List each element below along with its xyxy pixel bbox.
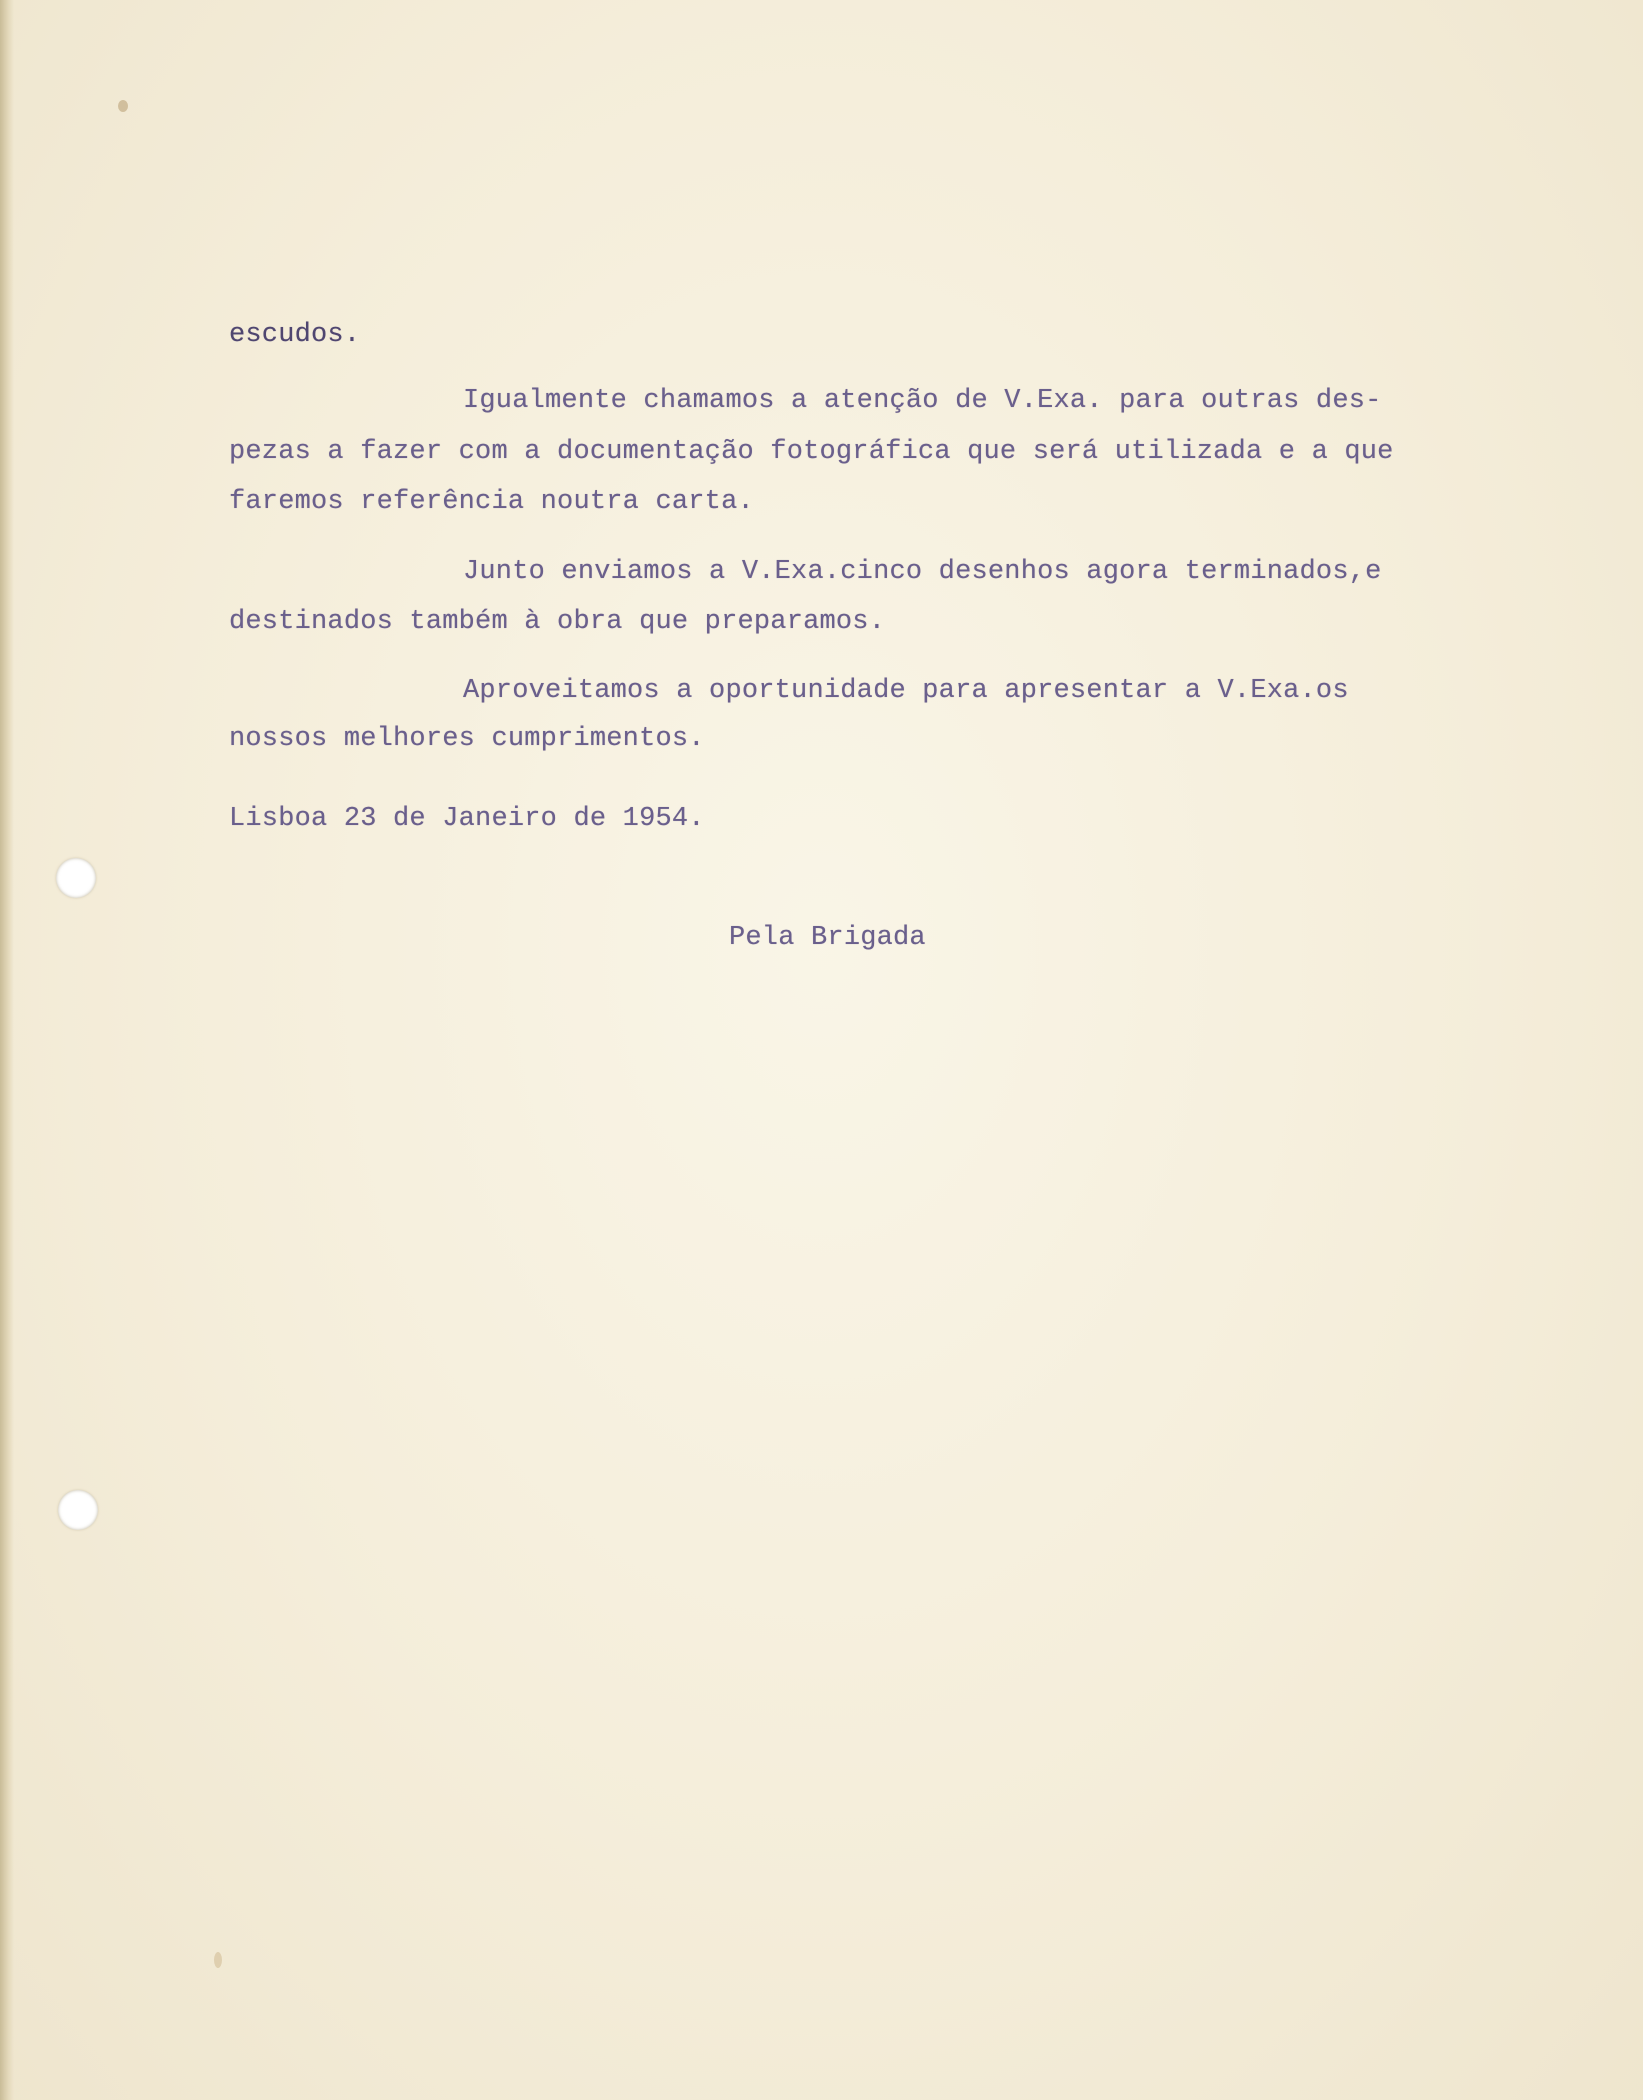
punch-hole-top [56,858,96,898]
opening-fragment: escudos. [229,320,361,350]
punch-hole-bottom [58,1490,98,1530]
paragraph-1-line-2: pezas a fazer com a documentação fotográfica que será utilizada e a que [229,437,1394,467]
paragraph-3-line-2: nossos melhores cumprimentos. [229,724,705,754]
paragraph-1-line-1: Igualmente chamamos a atenção de V.Exa. para outras des- [463,386,1382,416]
paragraph-1-line-3: faremos referência noutra carta. [229,487,754,517]
paper-stain [118,100,128,112]
date-line: Lisboa 23 de Janeiro de 1954. [229,804,705,834]
page-edge-shadow [0,0,14,2100]
paragraph-2-line-1: Junto enviamos a V.Exa.cinco desenhos agora terminados,e [463,557,1382,587]
closing-signature-line: Pela Brigada [729,923,926,953]
paper-stain [214,1952,222,1968]
paragraph-2-line-2: destinados também à obra que preparamos. [229,607,886,637]
paragraph-3-line-1: Aproveitamos a oportunidade para apresentar a V.Exa.os [463,676,1349,706]
